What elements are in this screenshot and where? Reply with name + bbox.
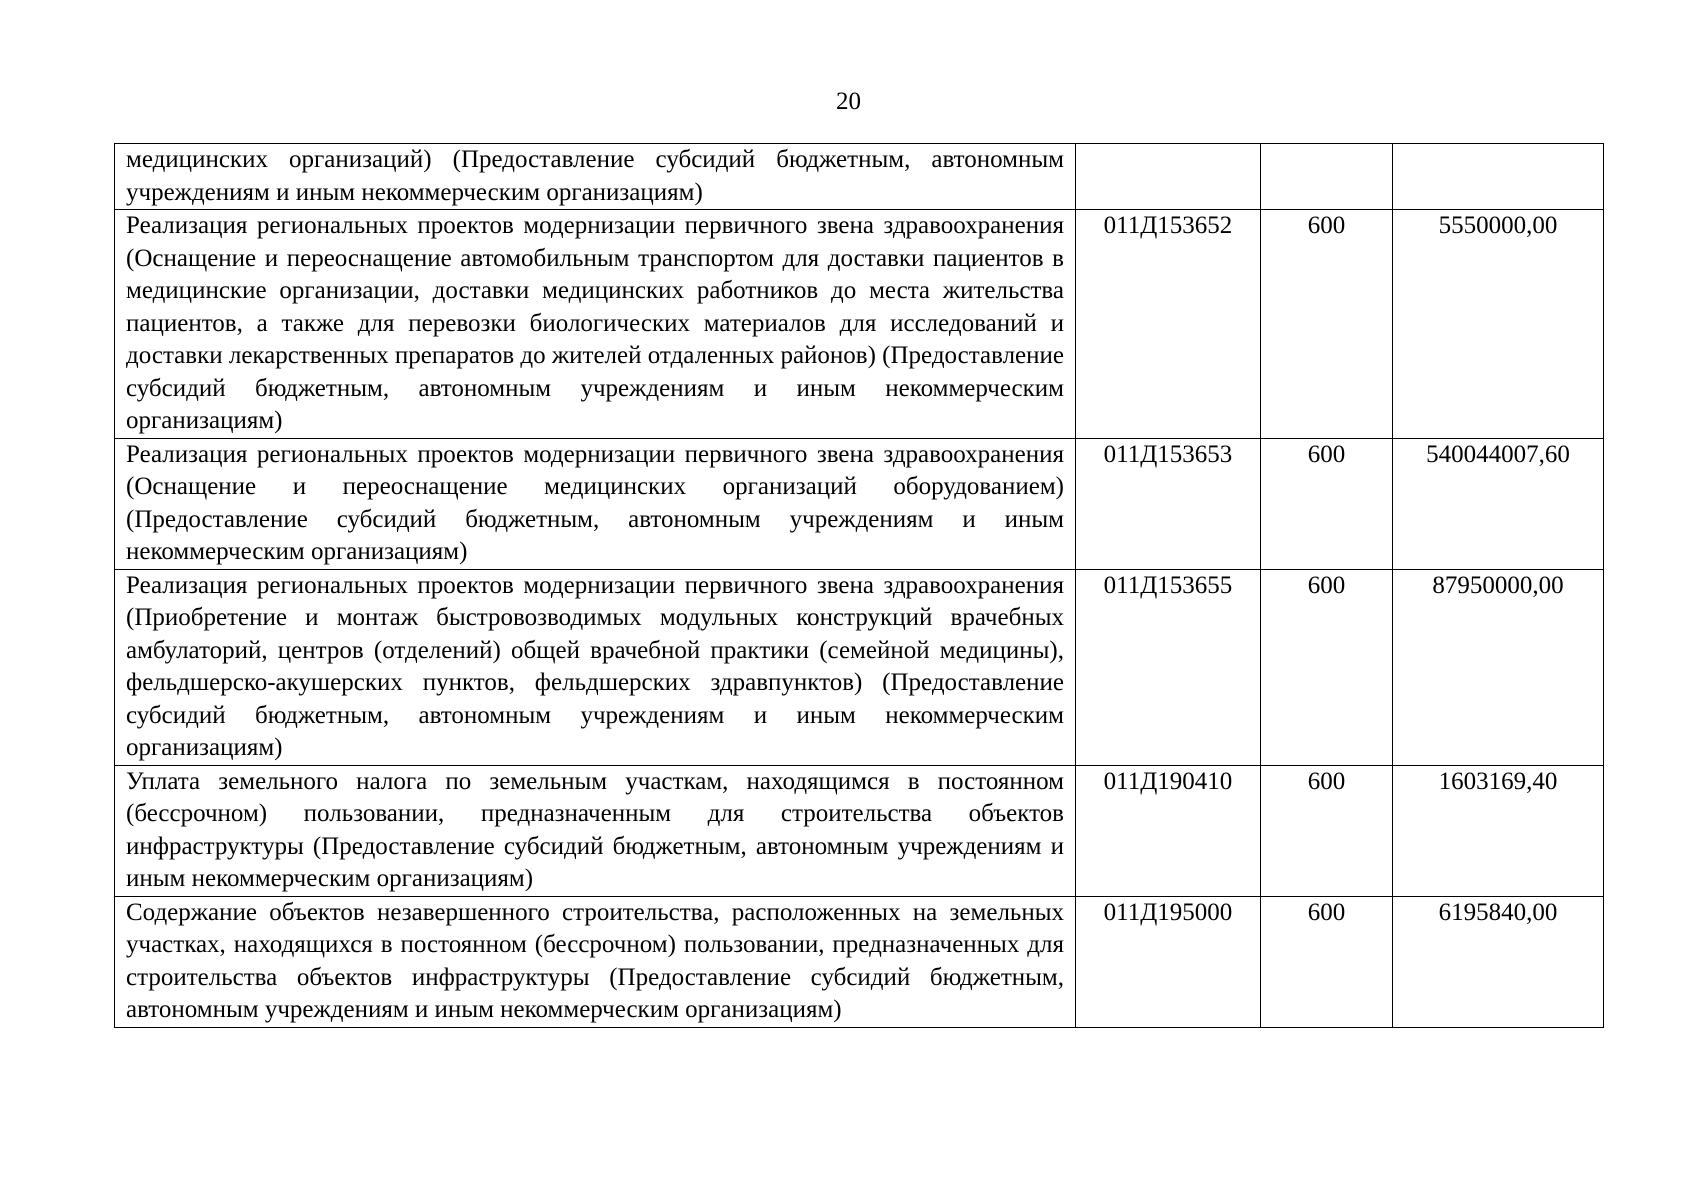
row-code: 011Д190410 xyxy=(1076,765,1261,896)
row-expense-type: 600 xyxy=(1261,438,1393,569)
row-expense-type: 600 xyxy=(1261,765,1393,896)
row-description: Содержание объектов незавершенного строительства, расположенных на земельных участках, находящихся в постоянном (бессрочном) пользовании, предназначенных для строительства объектов инфраструктуры (Предоставление субсидий бюджетным, автономным учреждениям и иным некоммерческим организациям) xyxy=(115,896,1076,1027)
row-sum: 540044007,60 xyxy=(1393,438,1604,569)
row-expense-type: 600 xyxy=(1261,569,1393,765)
row-sum xyxy=(1393,144,1604,210)
budget-table xyxy=(114,143,1604,1028)
row-code: 011Д195000 xyxy=(1076,896,1261,1027)
row-description: Реализация региональных проектов модернизации первичного звена здравоохранения (Приобретение и монтаж быстровозводимых модульных конструкций врачебных амбулаторий, центров (отделений) общей врачебной практики (семейной медицины), фельдшерско-акушерских пунктов, фельдшерских здравпунктов) (Предоставление субсидий бюджетным, автономным учреждениям и иным некоммерческим организациям) xyxy=(115,569,1076,765)
row-description: Уплата земельного налога по земельным участкам, находящимся в постоянном (бессрочном) пользовании, предназначенным для строительства объектов инфраструктуры (Предоставление субсидий бюджетным, автономным учреждениям и иным некоммерческим организациям) xyxy=(115,765,1076,896)
row-sum: 87950000,00 xyxy=(1393,569,1604,765)
row-expense-type xyxy=(1261,144,1393,210)
row-code xyxy=(1076,144,1261,210)
table-row xyxy=(115,438,1604,569)
table-row xyxy=(115,144,1604,210)
table-row xyxy=(115,569,1604,765)
row-description: Реализация региональных проектов модернизации первичного звена здравоохранения (Оснащение и переоснащение автомобильным транспортом для доставки пациентов в медицинские организации, доставки медицинских работников до места жительства пациентов, а также для перевозки биологических материалов для исследований и доставки лекарственных препаратов до жителей отдаленных районов) (Предоставление субсидий бюджетным, автономным учреждениям и иным некоммерческим организациям) xyxy=(115,210,1076,439)
row-expense-type: 600 xyxy=(1261,210,1393,439)
row-code: 011Д153652 xyxy=(1076,210,1261,439)
row-sum: 5550000,00 xyxy=(1393,210,1604,439)
row-sum: 6195840,00 xyxy=(1393,896,1604,1027)
row-expense-type: 600 xyxy=(1261,896,1393,1027)
row-description: медицинских организаций) (Предоставление субсидий бюджетным, автономным учреждениям и иным некоммерческим организациям) xyxy=(115,144,1076,210)
table-row xyxy=(115,896,1604,1027)
row-code: 011Д153655 xyxy=(1076,569,1261,765)
table-row xyxy=(115,210,1604,439)
row-description: Реализация региональных проектов модернизации первичного звена здравоохранения (Оснащение и переоснащение медицинских организаций оборудованием) (Предоставление субсидий бюджетным, автономным учреждениям и иным некоммерческим организациям) xyxy=(115,438,1076,569)
page-number: 20 xyxy=(836,88,861,115)
table-row xyxy=(115,765,1604,896)
row-code: 011Д153653 xyxy=(1076,438,1261,569)
row-sum: 1603169,40 xyxy=(1393,765,1604,896)
